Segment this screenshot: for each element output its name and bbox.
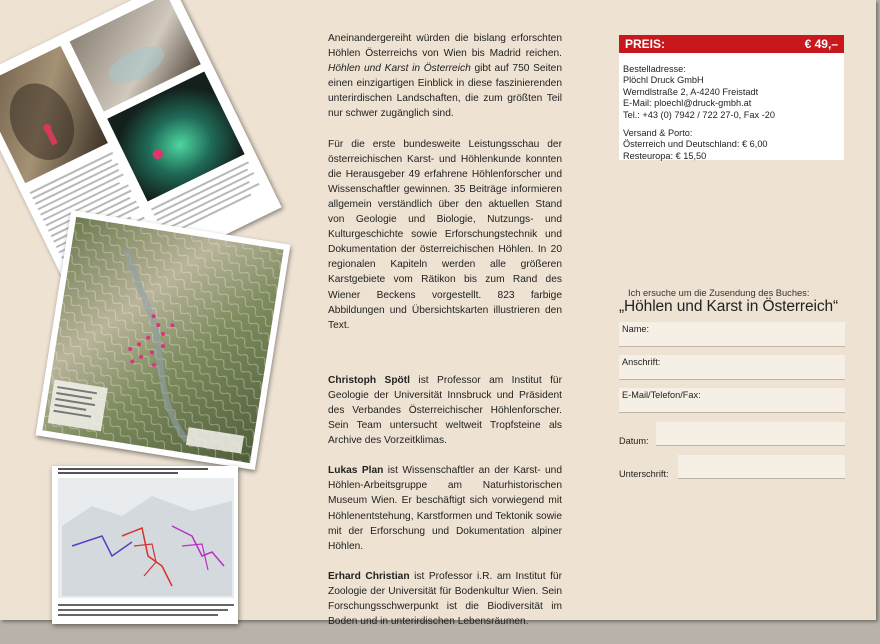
intro-paragraph-2: Für die erste bundesweite Leistungsschau der österreichischen Karst- und Höhlenkunde konnten die Herausgeber 49 erfahrene Höhlenforscher und Wissenschaftler gewinnen. 35 Beiträge informieren allgemein verständlich über den aktuellen Stand von Geologie und Biologie, Nutzungs- und Kulturgeschichte sowie Erforschungstechnik und Dokumentation der österreichischen Höhlen. In 20 regionalen Kapiteln werden alle größeren Karstgebiete vom Rätikon bis zum Rand des Wiener Beckens vorgestellt. 823 farbige Abbildungen und Übersichtskarten illustrieren den Text. xyxy=(328,138,562,331)
price-label: PREIS: xyxy=(625,37,666,51)
company-phone: Tel.: +43 (0) 7942 / 722 27-0, Fax -20 xyxy=(623,109,775,120)
intro-paragraph-1 xyxy=(328,31,562,122)
order-address-block xyxy=(623,64,775,162)
price-box xyxy=(619,35,844,160)
relief-map-photo xyxy=(36,210,291,470)
author-bio-spoetl xyxy=(328,373,562,448)
relief-map-image xyxy=(36,210,291,470)
contact-field-label: E-Mail/Telefon/Fax: xyxy=(622,390,701,400)
price-amount: € 49,– xyxy=(804,37,838,51)
company-email[interactable]: E-Mail: ploechl@druck-gmbh.at xyxy=(623,98,752,109)
order-form-book-title: „Höhlen und Karst in Österreich“ xyxy=(619,298,839,315)
intro-text-cont: gibt auf 750 Seiten einen einzigartigen Einblick in diese faszinierenden unterirdischen Landschaften, die zum größten Teil nur schwer zugänglich sind. xyxy=(328,63,562,120)
signature-field-label: Unterschrift: xyxy=(619,469,669,479)
name-field-label: Name: xyxy=(622,324,650,334)
shipping-at-de: Österreich und Deutschland: € 6,00 xyxy=(623,139,768,150)
author-name: Erhard Christian xyxy=(328,570,410,582)
author-name: Lukas Plan xyxy=(328,465,384,477)
intro-text: Aneinandergereiht würden die bislang erforschten Höhlen Österreichs von Wien bis Madrid reichen. xyxy=(328,33,562,60)
author-bio-plan xyxy=(328,463,562,554)
date-field-label: Datum: xyxy=(619,436,649,446)
description-text-column xyxy=(328,31,562,644)
author-bio-text: ist Professor i.R. am Institut für Zoologie der Universität für Bodenkultur Wien. Sein Forschungsschwerpunkt ist die Biodiversität im Boden und in unterirdischen Lebensräumen. xyxy=(328,570,562,628)
address-field-label: Anschrift: xyxy=(622,357,661,367)
contact-field[interactable] xyxy=(619,388,845,413)
signature-field[interactable] xyxy=(678,455,845,479)
cave-survey-map-image xyxy=(52,466,238,624)
company-street: Werndlstraße 2, A-4240 Freistadt xyxy=(623,86,759,97)
order-form xyxy=(619,288,845,316)
shipping-heading: Versand & Porto: xyxy=(623,128,693,139)
author-name: Christoph Spötl xyxy=(328,374,410,386)
author-bio-text: ist Professor am Institut für Geologie der Universität Innsbruck und Präsident des Verbandes Österreichischer Höhlenforscher. Sein Team untersucht weltweit Tropfsteine als Archive des Vorzeitklimas. xyxy=(328,374,562,447)
book-title-inline: Höhlen und Karst in Österreich xyxy=(328,63,471,75)
author-bio-text: ist Wissenschaftler an der Karst- und Höhlen-Arbeitsgruppe am Naturhistorischen Museum Wien. Er beschäftigt sich vorwiegend mit Höhlenentstehung, Karstformen und Tektonik sowie mit der Erforschung und Dokumentation alpiner Höhlen. xyxy=(328,465,563,552)
cave-survey-map-photo xyxy=(52,466,238,624)
author-bio-christian xyxy=(328,569,562,629)
company-name: Plöchl Druck GmbH xyxy=(623,75,704,86)
price-bar xyxy=(619,35,844,53)
date-field[interactable] xyxy=(656,422,845,446)
shipping-eu: Resteuropa: € 15,50 xyxy=(623,150,707,161)
name-field[interactable] xyxy=(619,322,845,347)
address-field[interactable] xyxy=(619,355,845,380)
order-form-intro: Ich ersuche um die Zusendung des Buches: xyxy=(628,288,810,298)
order-address-heading: Bestelladresse: xyxy=(623,64,686,74)
